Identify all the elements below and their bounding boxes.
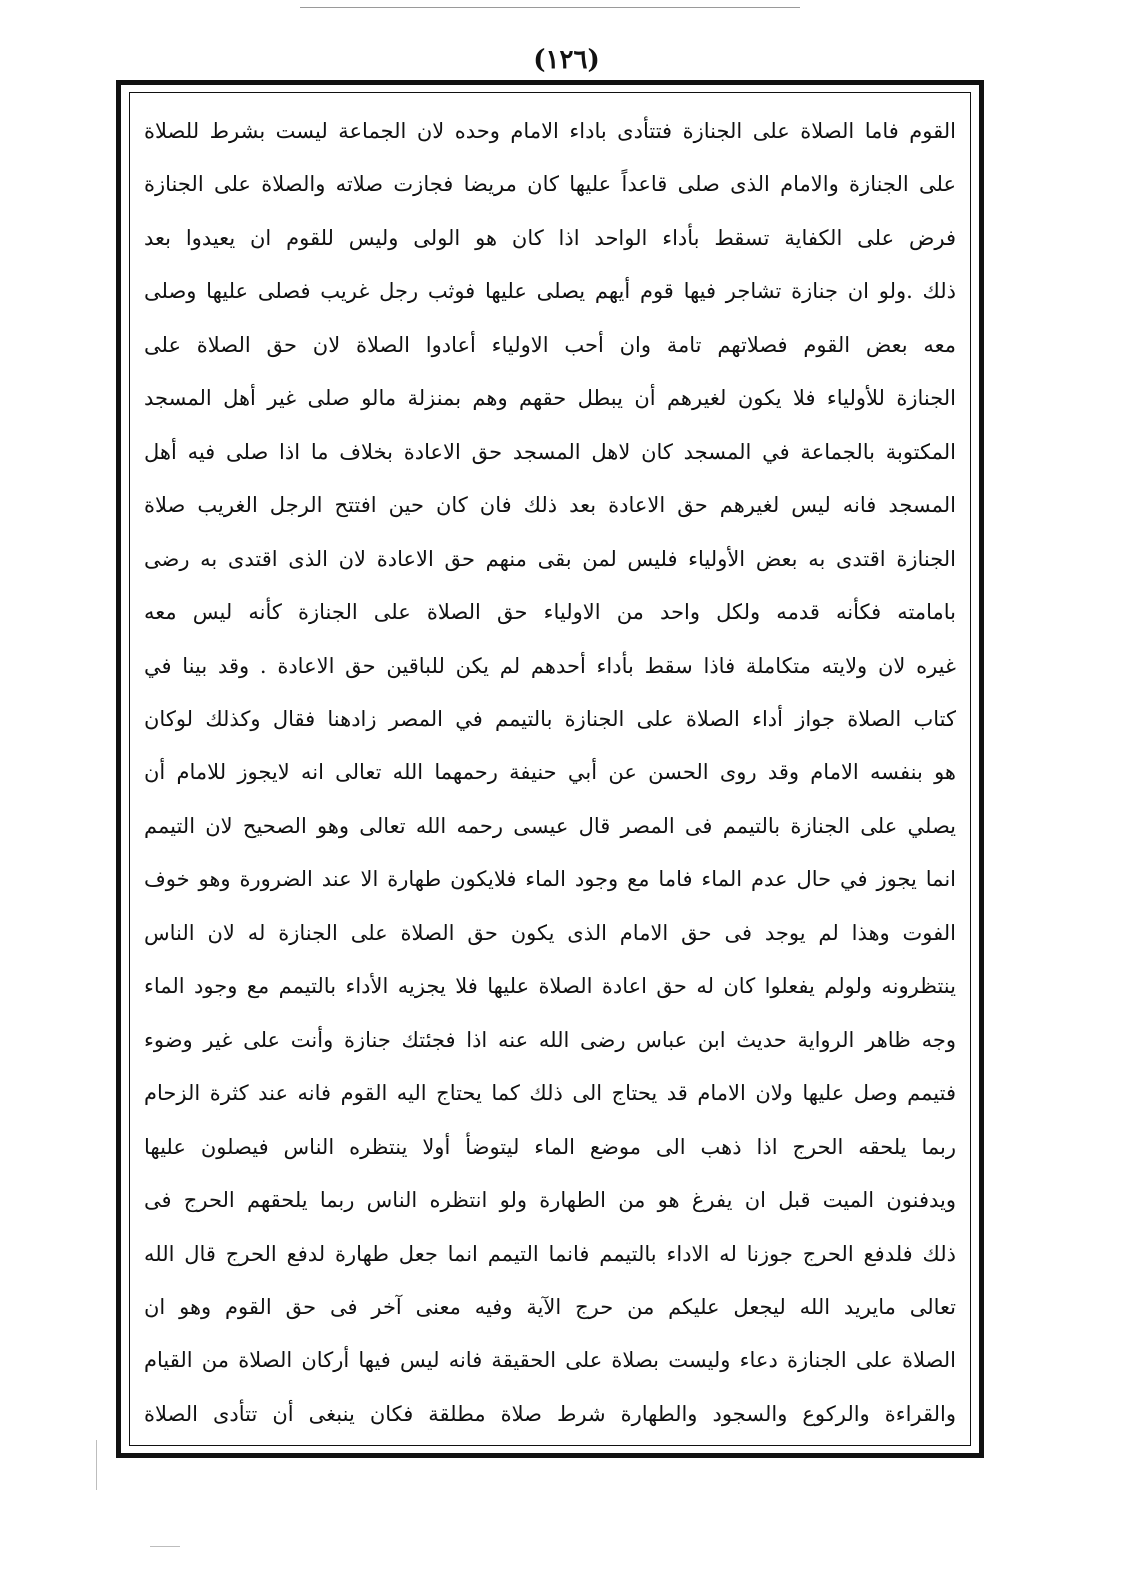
- text-line: على الجنازة والامام الذى صلى قاعداً عليها كان مريضا فجازت صلاته والصلاة على الجنازة: [144, 172, 956, 197]
- text-line: المسجد فانه ليس لغيرهم حق الاعادة بعد ذلك فان كان حين افتتح الرجل الغريب صلاة: [144, 493, 956, 518]
- text-line: ويدفنون الميت قبل ان يفرغ هو من الطهارة ولو انتظره الناس ربما يلحقهم الحرج فى: [144, 1188, 956, 1213]
- text-line: كتاب الصلاة جواز أداء الصلاة على الجنازة بالتيمم في المصر زادهنا فقال وكذلك لوكان: [144, 706, 956, 731]
- text-line: ربما يلحقه الحرج اذا ذهب الى موضع الماء ليتوضأ أولا ينتظره الناس فيصلون عليها: [144, 1134, 956, 1159]
- scan-margin-mark: [96, 1440, 97, 1490]
- text-line: ذلك فلدفع الحرج جوزنا له الاداء بالتيمم فانما التيمم انما جعل طهارة لدفع الحرج قال الله: [144, 1241, 956, 1266]
- text-line: القوم فاما الصلاة على الجنازة فتتأدى باداء الامام وحده لان الجماعة ليست بشرط للصلاة: [144, 119, 956, 143]
- text-line: فرض على الكفاية تسقط بأداء الواحد اذا كان هو الولى وليس للقوم ان يعيدوا بعد: [144, 225, 956, 250]
- text-line: يصلي على الجنازة بالتيمم فى المصر قال عيسى رحمه الله تعالى وهو الصحيح لان التيمم: [144, 813, 956, 838]
- text-line: الصلاة على الجنازة دعاء وليست بصلاة على الحقيقة فانه ليس فيها أركان الصلاة من القيام: [144, 1348, 956, 1373]
- text-line: هو بنفسه الامام وقد روى الحسن عن أبي حنيفة رحمهما الله تعالى انه لايجوز للامام أن: [144, 760, 956, 785]
- text-body: [144, 105, 956, 1440]
- text-line: معه بعض القوم فصلاتهم تامة وان أحب الاولياء أعادوا الصلاة لان حق الصلاة على: [144, 332, 956, 357]
- text-line: غيره لان ولايته متكاملة فاذا سقط بأداء أحدهم لم يكن للباقين حق الاعادة . وقد بينا في: [144, 653, 956, 678]
- text-line: الفوت وهذا لم يوجد فى حق الامام الذى يكون حق الصلاة على الجنازة له لان الناس: [144, 920, 956, 945]
- text-line: فتيمم وصل عليها ولان الامام قد يحتاج الى ذلك كما يحتاج اليه القوم فانه عند كثرة الزحام: [144, 1081, 956, 1106]
- text-line: والقراءة والركوع والسجود والطهارة شرط صلاة مطلقة فكان ينبغى أن تتأدى الصلاة: [144, 1401, 956, 1426]
- text-line: الجنازة اقتدى به بعض الأولياء فليس لمن بقى منهم حق الاعادة لان الذى اقتدى به رضى: [144, 546, 956, 571]
- text-line: انما يجوز في حال عدم الماء فاما مع وجود الماء فلايكون طهارة الا عند الضرورة وهو خوف: [144, 867, 956, 892]
- text-line: بامامته فكأنه قدمه ولكل واحد من الاولياء حق الصلاة على الجنازة كأنه ليس معه: [144, 600, 956, 625]
- text-line: الجنازة للأولياء فلا يكون لغيرهم أن يبطل حقهم وهم بمنزلة مالو صلى غير أهل المسجد: [144, 386, 956, 411]
- top-rule: [300, 7, 800, 8]
- text-line: ذلك .ولو ان جنازة تشاجر فيها قوم أيهم يصلى عليها فوثب رجل غريب فصلى عليها وصلى: [144, 279, 956, 304]
- text-line: وجه ظاهر الرواية حديث ابن عباس رضى الله عنه اذا فجئتك جنازة وأنت على غير وضوء: [144, 1027, 956, 1052]
- page-number: (١٢٦): [533, 45, 600, 75]
- text-line: تعالى مايريد الله ليجعل عليكم من حرج الآية وفيه معنى آخر فى حق القوم وهو ان: [144, 1294, 956, 1319]
- text-line: ينتظرونه ولولم يفعلوا كان له حق اعادة الصلاة عليها فلا يجزيه الأداء بالتيمم مع وجود الماء: [144, 974, 956, 999]
- text-line: المكتوبة بالجماعة في المسجد كان لاهل المسجد حق الاعادة بخلاف ما اذا صلى فيه أهل: [144, 439, 956, 464]
- scan-bottom-mark: [150, 1546, 180, 1547]
